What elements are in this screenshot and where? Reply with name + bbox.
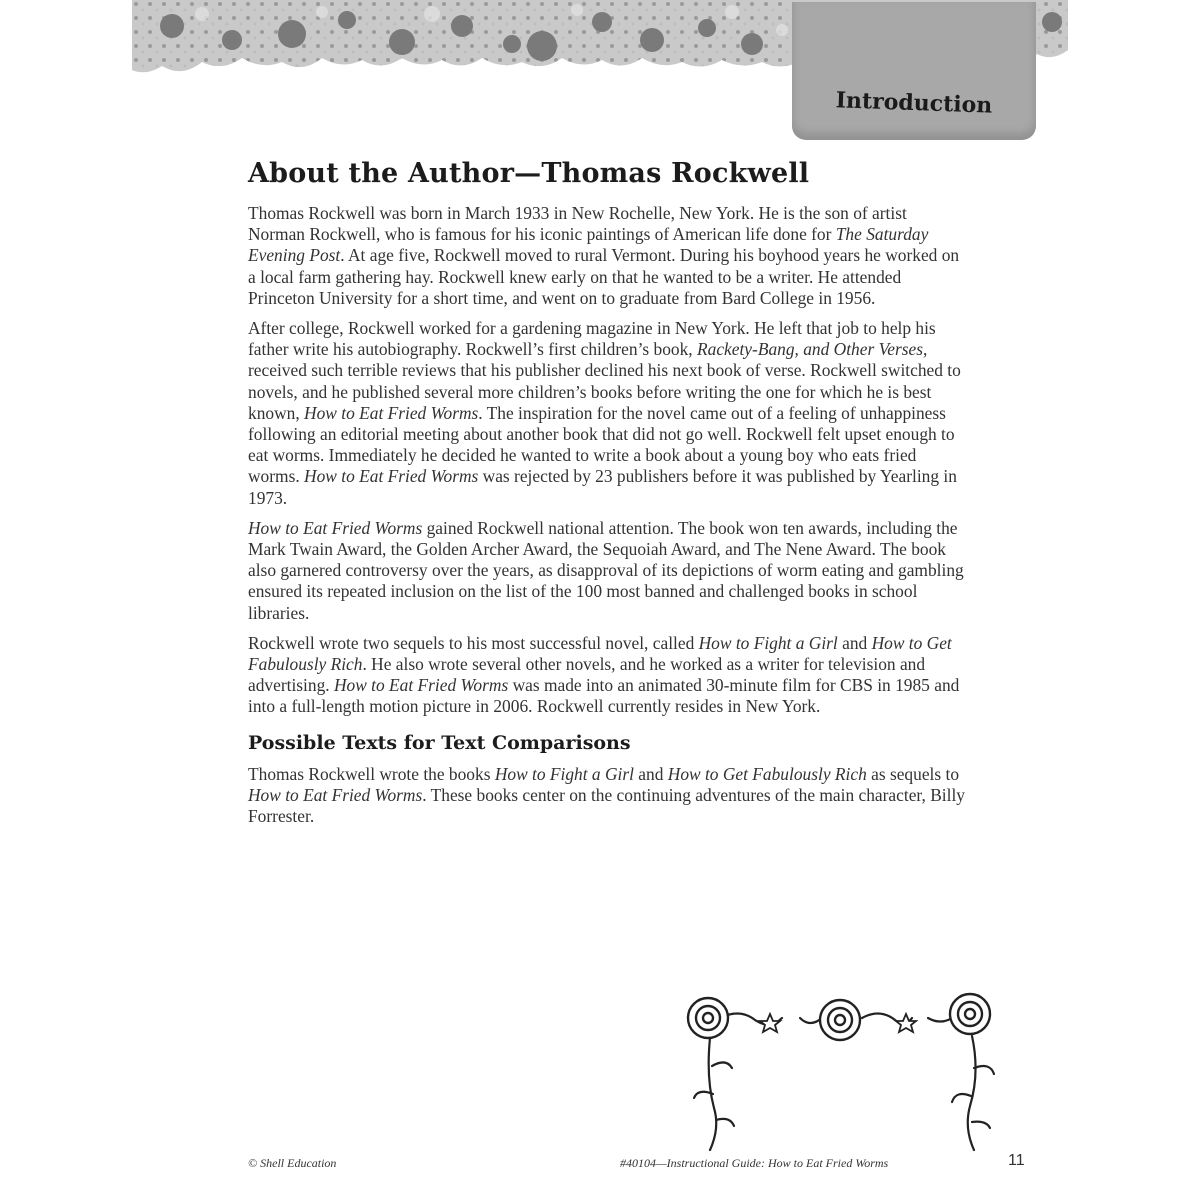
page-number: 11 [1008, 1152, 1025, 1169]
book-title-text: How to Eat Fried Worms [248, 784, 423, 805]
book-title-text: How to Eat Fried Worms [304, 466, 479, 487]
book-title-text: How to Fight a Girl [698, 632, 838, 653]
author-paragraphs [248, 203, 968, 718]
footer-copyright: © Shell Education [248, 1156, 337, 1170]
text-run: , received such terrible reviews that his publisher declined his next book of verse. Rockwell switched to novels, and he published several more children’s books before writing the one for which he is best known, [248, 339, 961, 423]
footer-series-title: #40104—Instructional Guide: How to Eat Fried Worms [620, 1156, 889, 1170]
book-title-text: How to Eat Fried Worms [304, 402, 479, 423]
text-run: . He also wrote several other novels, and he worked as a writer for television and advertising. [248, 654, 926, 696]
page-title: About the Author—Thomas Rockwell [248, 158, 810, 189]
body-paragraph [248, 518, 968, 624]
flower-garland-illustration [680, 988, 1010, 1158]
text-run: . These books center on the continuing adventures of the main character, Billy Forrester. [248, 784, 966, 827]
book-title-text: The Saturday Evening Post [248, 224, 929, 266]
text-run: . The inspiration for the novel came out of a feeling of unhappiness following an editorial meeting about another book that did not go well. Rockwell felt upset enough to eat worms. Immediately he decided he wanted to write a book about a young boy who eats fried worms. [248, 402, 955, 487]
body-paragraph [248, 203, 968, 309]
book-title-text: Rackety-Bang, and Other Verses [697, 339, 924, 360]
book-title-text: How to Eat Fried Worms [333, 675, 509, 696]
subsection-title: Possible Texts for Text Comparisons [248, 731, 631, 754]
text-run: Thomas Rockwell wrote the books [248, 763, 495, 784]
text-run: was made into an animated 30-minute film for CBS in 1985 and into a full-length motion picture in 2006. Rockwell currently resides in New York. [248, 675, 960, 717]
text-run: and [633, 763, 668, 784]
section-tab [792, 2, 1036, 140]
book-title-text: How to Eat Fried Worms [248, 517, 423, 538]
text-run: Thomas Rockwell was born in March 1933 in New Rochelle, New York. He is the son of artist Norman Rockwell, who is famous for his iconic paintings of American life done for [248, 203, 907, 245]
text-run: Rockwell wrote two sequels to his most successful novel, called [248, 632, 699, 653]
subsection-paragraph [248, 764, 968, 828]
book-title-text: How to Get Fabulously Rich [248, 632, 952, 675]
text-run: was rejected by 23 publishers before it was published by Yearling in 1973. [248, 466, 957, 508]
book-title-text: How to Get Fabulously Rich [667, 763, 867, 784]
text-run: gained Rockwell national attention. The book won ten awards, including the Mark Twain Award, the Golden Archer Award, the Sequoiah Award, and The Nene Award. The book also garnered controversy over the years, as disapproval of its depictions of worm eating and gambling ensured its repeated inclusion on the list of the 100 most banned and challenged books in school libraries. [248, 517, 964, 623]
body-paragraph [248, 318, 968, 509]
text-run: and [837, 632, 872, 653]
text-run: After college, Rockwell worked for a gardening magazine in New York. He left that job to help his father write his autobiography. Rockwell’s first children’s book, [248, 318, 936, 360]
book-title-text: How to Fight a Girl [494, 763, 634, 784]
body-paragraph [248, 633, 968, 718]
text-run: . At age five, Rockwell moved to rural Vermont. During his boyhood years he worked on a local farm gathering hay. Rockwell knew early on that he wanted to be a writer. He attended Princeton University for a short time, and went on to graduate from Bard College in 1956. [248, 245, 960, 308]
text-run: as sequels to [866, 763, 960, 784]
main-content [248, 158, 968, 836]
tab-label: Introduction [835, 87, 993, 119]
